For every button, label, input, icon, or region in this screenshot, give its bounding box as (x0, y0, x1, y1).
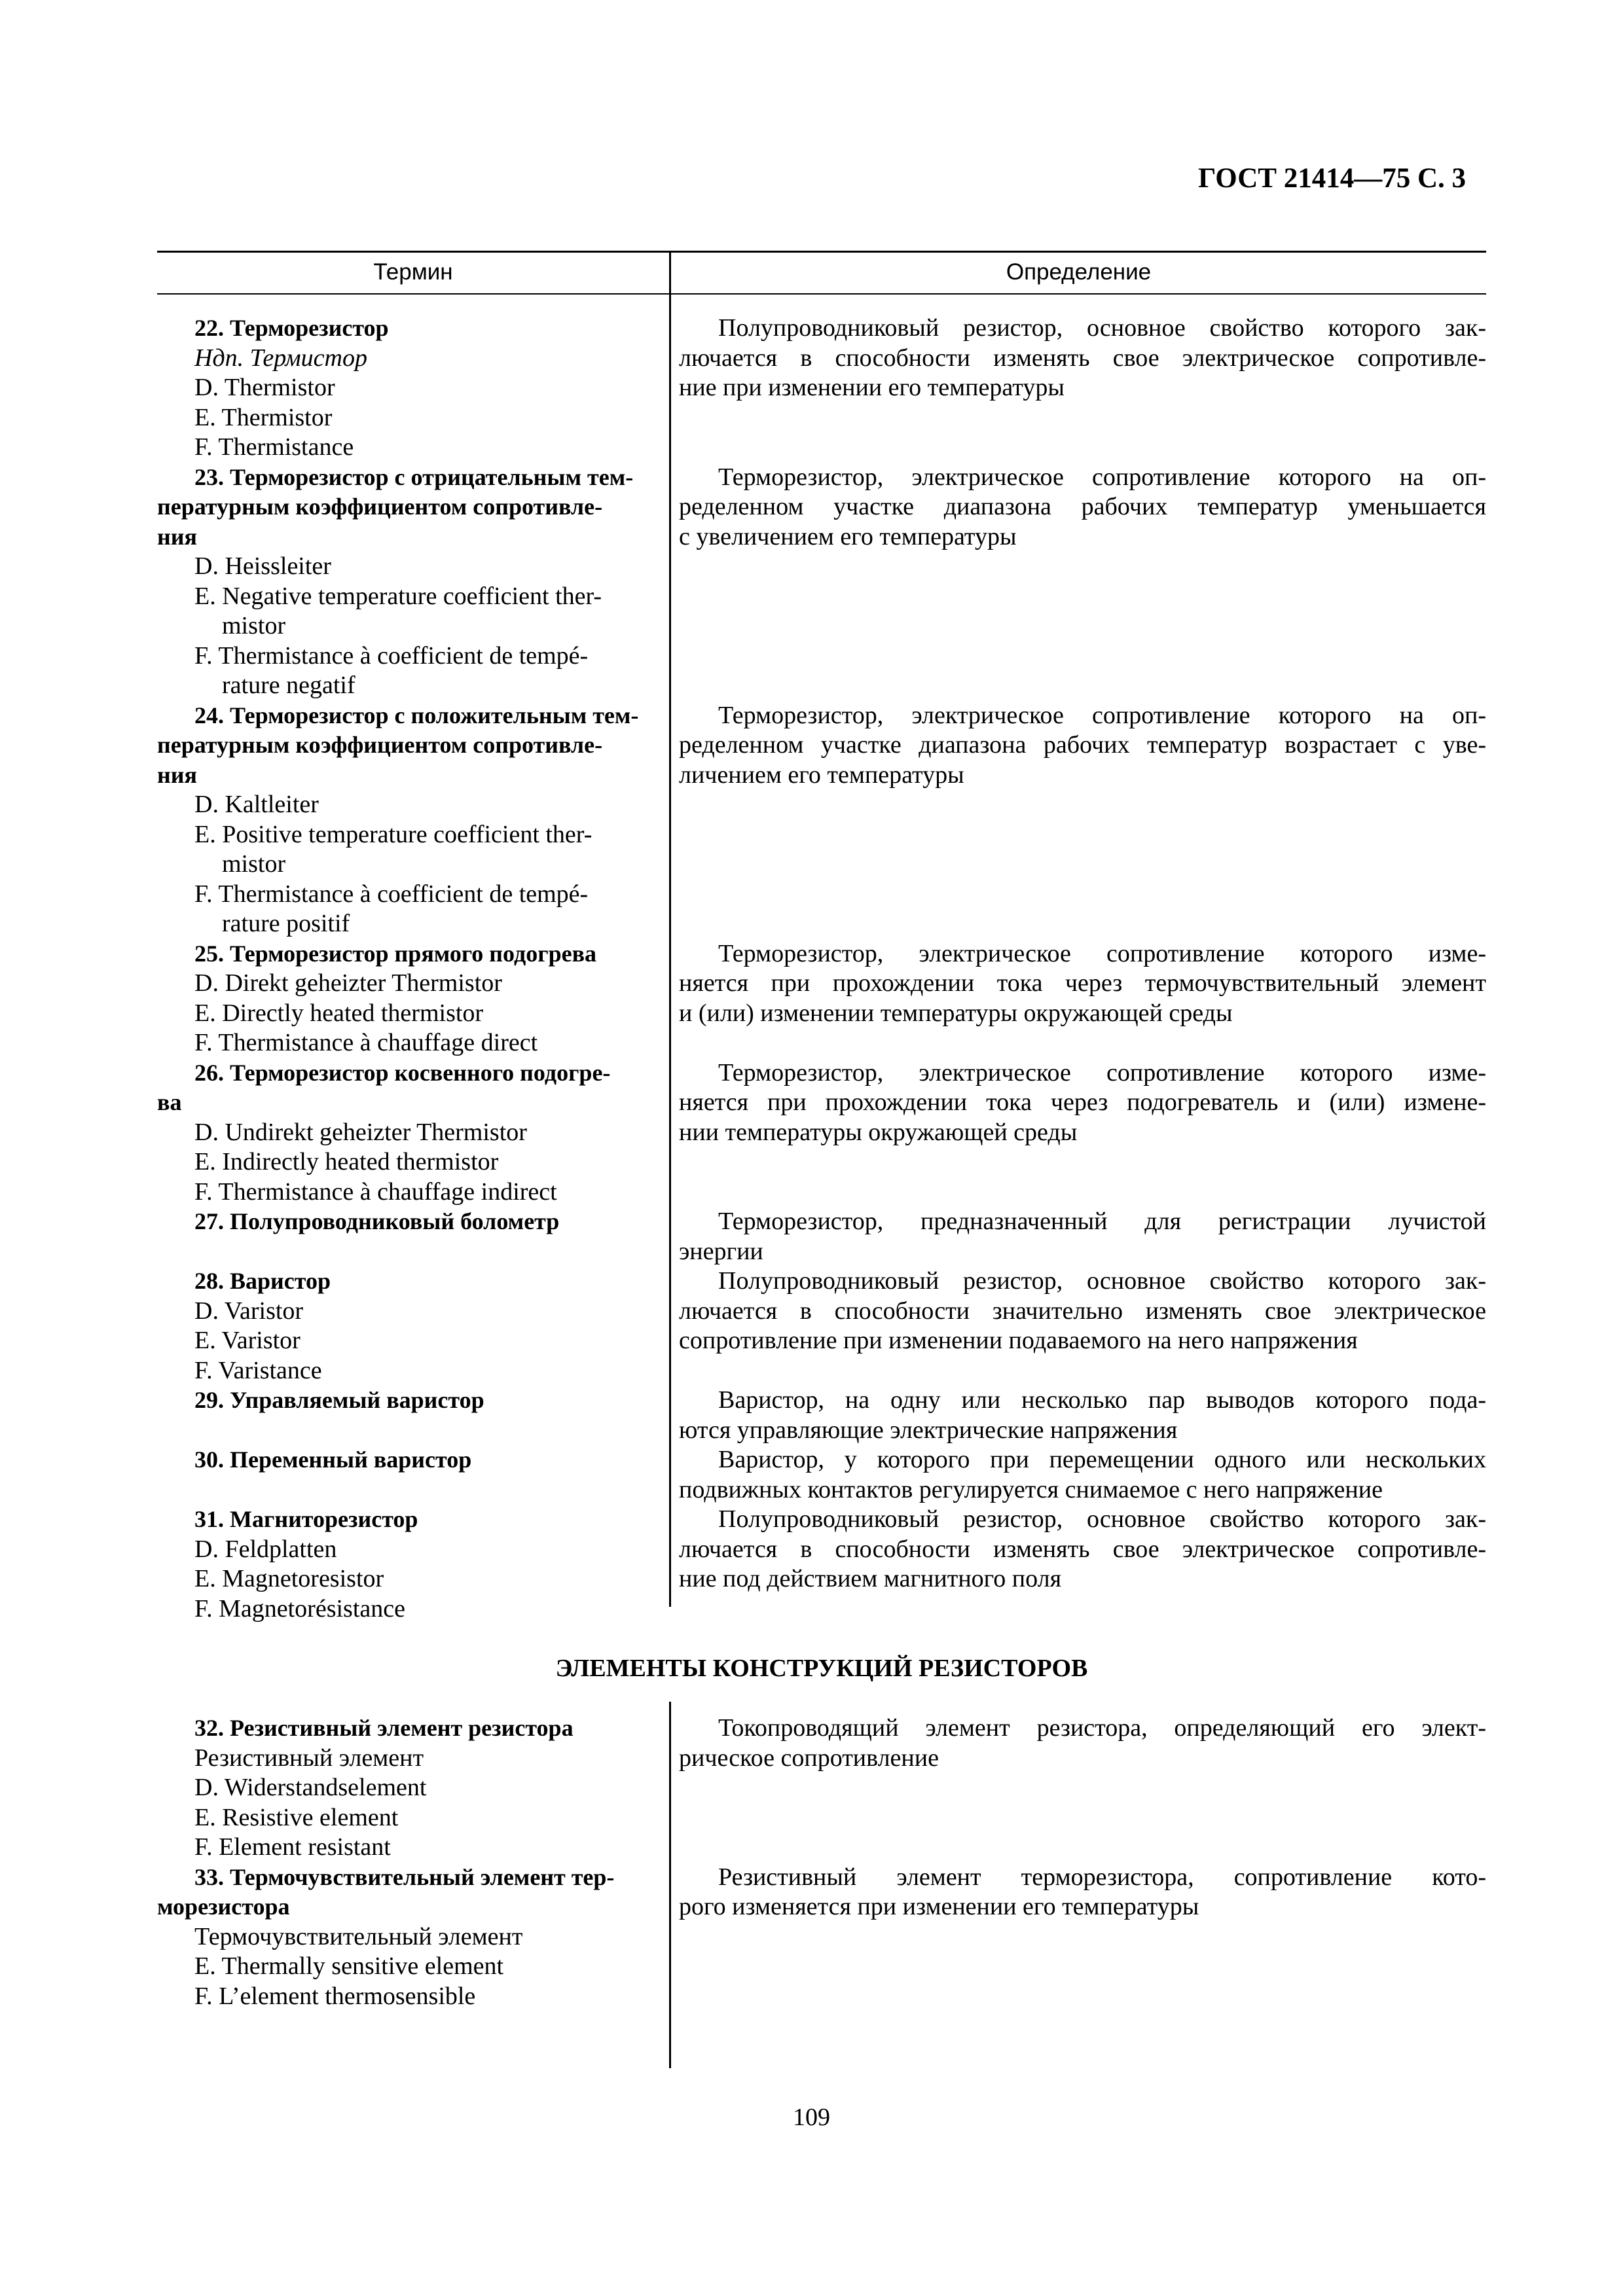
term-26 (157, 1058, 666, 1208)
section-title: ЭЛЕМЕНТЫ КОНСТРУКЦИЙ РЕЗИСТОРОВ (555, 1655, 1088, 1682)
term-english-cont: mistor (222, 612, 286, 639)
term-title: 24. Терморезистор с положительным тем- (194, 702, 639, 728)
term-french-cont: rature positif (222, 910, 350, 937)
term-english: E. Thermistor (194, 403, 333, 431)
definition-line: Токопроводящий элемент резистора, определяющий его элект- (718, 1714, 1486, 1742)
definition-29 (679, 1386, 1486, 1445)
term-title-cont: морезистора (157, 1893, 290, 1920)
definition-line: рическое сопротивление (679, 1744, 939, 1772)
definition-24 (679, 701, 1486, 939)
definition-line: Терморезистор, предназначенный для регистрации лучистой (718, 1208, 1486, 1235)
table-header-rule (157, 293, 1486, 295)
definition-line: личением его температуры (679, 761, 964, 789)
definition-line: ределенном участке диапазона рабочих температур возрастает с уве- (679, 731, 1486, 759)
term-german: D. Varistor (194, 1297, 304, 1325)
term-english-cont: mistor (222, 850, 286, 878)
term-title: 27. Полупроводниковый болометр (194, 1208, 560, 1234)
definition-line: Полупроводниковый резистор, основное свойство которого зак- (718, 1505, 1486, 1533)
definitions-column (679, 1713, 1486, 2011)
page-number: 109 (793, 2104, 830, 2131)
column-divider (669, 1702, 671, 2068)
term-title: 31. Магниторезистор (194, 1506, 418, 1532)
term-25 (157, 939, 666, 1058)
definition-line: Полупроводниковый резистор, основное свойство которого зак- (718, 314, 1486, 342)
term-french: F. L’element thermosensible (194, 1982, 476, 2010)
term-german: D. Direkt geheizter Thermistor (194, 969, 502, 997)
term-title-cont: ния (157, 761, 197, 788)
column-header-definition: Определение (1006, 259, 1152, 285)
definition-line: с увеличением его температуры (679, 522, 1017, 550)
definition-line: ние под действием магнитного поля (679, 1565, 1062, 1592)
term-german: D. Heissleiter (194, 552, 331, 580)
definition-line: Терморезистор, электрическое сопротивление которого на оп- (718, 701, 1486, 729)
term-german: D. Thermistor (194, 374, 335, 401)
document-header: ГОСТ 21414—75 С. 3 (1197, 163, 1466, 194)
column-header-term: Термин (373, 259, 453, 285)
term-french: F. Thermistance à chauffage direct (194, 1029, 538, 1056)
definition-line: и (или) изменении температуры окружающей среды (679, 999, 1233, 1027)
term-french: F. Thermistance (194, 433, 354, 461)
term-22 (157, 314, 666, 463)
term-title-cont: ния (157, 523, 197, 550)
definition-line: энергии (679, 1237, 763, 1265)
term-english: E. Directly heated thermistor (194, 999, 484, 1027)
definition-line: лючается в способности изменять свое электрическое сопротивле- (679, 344, 1486, 372)
term-title-cont: пературным коэффициентом сопротивле- (157, 493, 603, 520)
definition-line: няется при прохождении тока через термочувствительный элемент (679, 969, 1486, 997)
term-title: 22. Терморезистор (194, 315, 389, 341)
term-english: E. Positive temperature coefficient ther- (194, 820, 593, 848)
term-french: F. Varistance (194, 1356, 322, 1384)
definition-line: подвижных контактов регулируется снимаемое с него напряжение (679, 1475, 1383, 1503)
definition-25 (679, 939, 1486, 1058)
term-english: E. Varistor (194, 1327, 301, 1354)
definition-28 (679, 1266, 1486, 1386)
term-title: 23. Терморезистор с отрицательным тем- (194, 463, 634, 490)
definition-line: лючается в способности значительно изменять свое электрическое (679, 1297, 1486, 1325)
definition-23 (679, 463, 1486, 701)
definition-line: рого изменяется при изменении его температуры (679, 1893, 1199, 1920)
definition-line: Полупроводниковый резистор, основное свойство которого зак- (718, 1267, 1486, 1295)
definition-line: ределенном участке диапазона рабочих температур уменьшается (679, 493, 1486, 520)
definition-line: няется при прохождении тока через подогреватель и (или) измене- (679, 1088, 1486, 1116)
term-title-cont: ва (157, 1089, 182, 1115)
definition-22 (679, 314, 1486, 463)
definition-27 (679, 1207, 1486, 1266)
term-title: 32. Резистивный элемент резистора (194, 1715, 574, 1741)
definitions-column (679, 314, 1486, 1624)
term-english: E. Indirectly heated thermistor (194, 1148, 499, 1175)
term-french: F. Thermistance à coefficient de tempé- (194, 880, 589, 908)
terms-column (157, 1713, 666, 2011)
term-synonym: Резистивный элемент (194, 1744, 424, 1772)
terms-column (157, 314, 666, 1624)
definition-line: нии температуры окружающей среды (679, 1118, 1078, 1146)
definition-line: Терморезистор, электрическое сопротивление которого на оп- (718, 463, 1486, 491)
term-german: D. Widerstandselement (194, 1774, 427, 1801)
definition-line: Варистор, у которого при перемещении одного или нескольких (718, 1446, 1486, 1473)
term-title: 25. Терморезистор прямого подогрева (194, 940, 597, 967)
term-33 (157, 1863, 666, 2012)
term-french: F. Element resistant (194, 1833, 391, 1861)
term-french: F. Thermistance à coefficient de tempé- (194, 641, 589, 670)
term-title: 30. Переменный варистор (194, 1446, 472, 1473)
definition-line: ние при изменении его температуры (679, 374, 1065, 401)
term-english: E. Magnetoresistor (194, 1565, 384, 1592)
definition-line: сопротивление при изменении подаваемого на него напряжения (679, 1327, 1358, 1354)
term-english: E. Thermally sensitive element (194, 1952, 504, 1980)
definition-line: Терморезистор, электрическое сопротивление которого изме- (718, 939, 1486, 967)
term-31 (157, 1505, 666, 1624)
definition-32 (679, 1713, 1486, 1863)
term-28 (157, 1266, 666, 1386)
term-french-cont: rature negatif (222, 672, 356, 699)
term-title: 29. Управляемый варистор (194, 1387, 484, 1413)
term-27 (157, 1207, 666, 1266)
term-german: D. Undirekt geheizter Thermistor (194, 1118, 527, 1146)
definition-33 (679, 1863, 1486, 2012)
term-german: D. Kaltleiter (194, 791, 319, 818)
term-title: 28. Варистор (194, 1268, 331, 1294)
term-29 (157, 1386, 666, 1445)
definition-line: лючается в способности изменять свое электрическое сопротивле- (679, 1535, 1486, 1563)
definition-31 (679, 1505, 1486, 1624)
term-english: E. Resistive element (194, 1803, 399, 1831)
definition-line: Резистивный элемент терморезистора, сопротивление кото- (718, 1863, 1486, 1891)
term-30 (157, 1445, 666, 1505)
term-title-cont: пературным коэффициентом сопротивле- (157, 732, 603, 758)
column-divider (669, 251, 671, 1607)
term-french: F. Thermistance à chauffage indirect (194, 1177, 557, 1206)
term-32 (157, 1713, 666, 1863)
definition-line: ются управляющие электрические напряжения (679, 1416, 1178, 1444)
term-23 (157, 463, 666, 701)
term-24 (157, 701, 666, 939)
definition-26 (679, 1058, 1486, 1208)
term-synonym: Термочувствительный элемент (194, 1922, 523, 1950)
definition-line: Терморезистор, электрическое сопротивление которого изме- (718, 1058, 1486, 1086)
term-english: E. Negative temperature coefficient ther- (194, 582, 602, 610)
term-german: D. Feldplatten (194, 1535, 337, 1563)
term-deprecated: Ндп. Термистор (194, 344, 367, 372)
definition-30 (679, 1445, 1486, 1505)
term-title: 33. Термочувствительный элемент тер- (194, 1863, 615, 1890)
term-title: 26. Терморезистор косвенного подогре- (194, 1059, 611, 1086)
term-french: F. Magnetorésistance (194, 1594, 405, 1623)
definition-line: Варистор, на одну или несколько пар выводов которого пода- (718, 1386, 1486, 1414)
